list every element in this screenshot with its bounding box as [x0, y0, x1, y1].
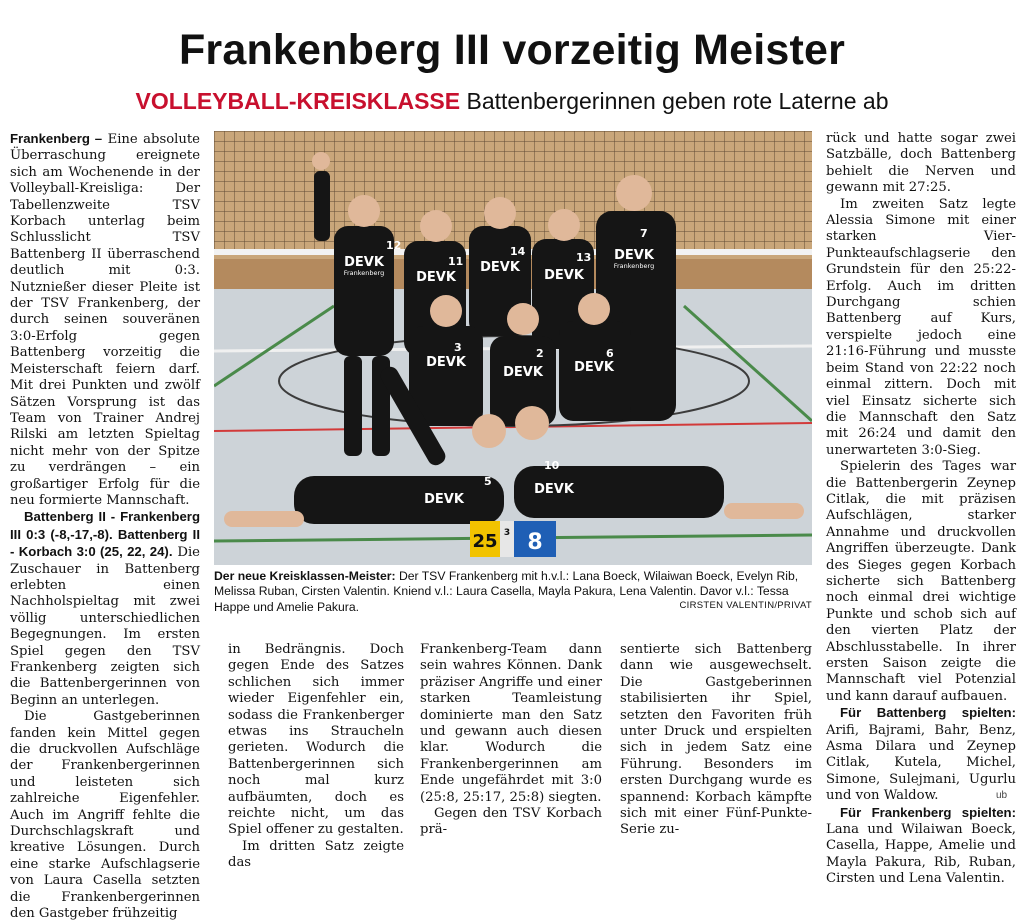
headline: Frankenberg III vorzeitig Meister: [178, 26, 846, 74]
paragraph: Die Zuschauer in Battenberg erlebten einen Nachholspieltag mit zwei völlig unterschiedlichen Begegnungen. Im ersten Spiel gegen den TSV Frankenberg zeigten sich die Battenbergerinnen von Beginn an unterlegen.: [10, 545, 200, 708]
paragraph: Im zweiten Satz legte Alessia Simone mit einer starken Vier-Punkteaufschlagserie den Grundstein für den 25:22-Erfolg. Auch im dritten Durchgang schien Battenberg auf Kurs, verspielte jedoch eine 21:16-Führung und musste beim Stand von 22:22 noch einmal zittern. Doch mit viel Einsatz sicherte sich die Mannschaft den Satz mit 26:24 und damit den unerwarteten 3:0-Sieg.: [826, 196, 1016, 458]
jersey-number: 10: [544, 459, 560, 472]
jersey-number: 13: [576, 251, 592, 264]
author-signature: ub: [996, 790, 1008, 801]
jersey-label: DEVK: [424, 492, 464, 507]
paragraph: in Bedrängnis. Doch gegen Ende des Satzes schlichen sich immer wieder Eigenfehler ein, sodass die Frankenberger etwas ins Straucheln gerieten. Wodurch die Battenbergerinnen sich noch mal kurz aufbäumten, doch es reichte nicht, um das Spiel offener zu gestalten.: [228, 642, 404, 838]
jersey-label: DEVK: [574, 360, 614, 375]
lineup-heading: Für Frankenberg spielten:: [840, 804, 1016, 820]
score-right: 8: [527, 530, 543, 555]
paragraph: Gegen den TSV Korbach prä-: [420, 806, 602, 838]
paragraph: Eine absolute Überraschung ereignete sich am Wochenende in der Volleyball-Kreisliga: Der Tabellenzweite TSV Korbach unterlag beim Schlusslicht TSV Battenberg II überraschend deutlich mit 0:3. Nutznießer dieser Pleite ist der TSV Frankenberg, der durch seinen souveränen 3:0-Erfolg gegen Battenberg vorzeitig die Meisterschaft feiern darf. Mit drei Punkten und zwölf Sätzen Vorsprung ist das Team von Trainer Andrej Rilski am letzten Spieltag nicht mehr von der Spitze zu verdrängen – ein großartiger Erfolg für die neu formierte Mannschaft.: [10, 132, 200, 508]
article-column-3: [420, 642, 602, 839]
team-photo-illustration: [214, 131, 812, 565]
jersey-label: DEVK: [480, 260, 520, 275]
jersey-label: DEVK: [503, 365, 543, 380]
jersey-number: 14: [510, 245, 526, 258]
article-column-2: [228, 642, 404, 872]
jersey-number: 3: [454, 341, 462, 354]
paragraph: Im dritten Satz zeigte das: [228, 838, 404, 871]
subline: [0, 88, 1024, 115]
jersey-label: DEVK: [416, 270, 456, 285]
score-left: 25: [472, 531, 498, 552]
paragraph: sentierte sich Battenberg dann wie ausgewechselt. Die Gastgeberinnen stabilisierten ihr Spiel, setzten den Favoriten früh unter Druck und erspielten sich in jedem Satz eine Führung. Besonders im ersten Durchgang wurde es spannend: Korbach kämpfte sich mit einer Fünf-Punkte-Serie zu-: [620, 642, 812, 838]
paragraph: rück und hatte sogar zwei Satzbälle, doch Battenberg behielt die Nerven und gewann mit 27:25.: [826, 131, 1016, 196]
jersey-label: DEVK: [614, 248, 654, 263]
dateline: Frankenberg –: [10, 131, 103, 146]
caption-lead: Der neue Kreisklassen-Meister:: [214, 569, 396, 583]
jersey-number: 2: [536, 347, 544, 360]
lineup-text: Lana und Wilaiwan Boeck, Casella, Happe, Amelie und Mayla Pakura, Rib, Ruban, Cirsten und Lena Valentin.: [826, 822, 1016, 887]
results-lead: Battenberg II - Frankenberg III 0:3 (-8,-17,-8). Battenberg II - Korbach 3:0 (25, 22, 24).: [10, 509, 200, 560]
jersey-sub: Frankenberg: [343, 269, 385, 277]
subline-kicker: VOLLEYBALL-KREISKLASSE: [135, 88, 461, 114]
team-photo: [214, 131, 812, 565]
paragraph: Die Gastgeberinnen fanden kein Mittel gegen die druckvollen Aufschläge der Frankenbergerinnen und leisteten sich zahlreiche Eigenfehler. Auch im Angriff fehlte die Durchschlagskraft und kreative Lösungen. Durch eine starke Aufschlagserie von Laura Casella setzten die Frankenbergerinnen den Gastgeber frühzeitig: [10, 709, 200, 922]
jersey-label: DEVK: [344, 255, 384, 270]
jersey-label: DEVK: [544, 268, 584, 283]
article-column-5: [826, 131, 1016, 888]
paragraph: Frankenberg-Team dann sein wahres Können. Dank präziser Angriffe und einer starken Teamleistung dominierte man den Satz und gewann auch diesen klar. Wodurch die Frankenbergerinnen am Ende ungefährdet mit 3:0 (25:8, 25:17, 25:8) siegten.: [420, 642, 602, 805]
article-column-4: [620, 642, 812, 839]
paragraph: Spielerin des Tages war die Battenbergerin Zeynep Citlak, die mit präzisen Aufschlägen, starker Annahme und druckvollen Angriffen überzeugte. Dank des Sieges gegen Korbach sicherte sich Battenberg noch einmal drei wichtige Punkte und schob sich auf den vierten Platz der Abschlusstabelle. In ihrer ersten Saison zeigte die Mannschaft viel Potenzial und kann darauf aufbauen.: [826, 459, 1016, 704]
jersey-label: DEVK: [534, 482, 574, 497]
score-mid: 3: [503, 528, 511, 538]
photo-credit: CIRSTEN VALENTIN/PRIVAT: [679, 600, 812, 611]
jersey-number: 11: [448, 255, 464, 268]
article-column-1: [10, 131, 200, 923]
caption-text: Der TSV Frankenberg mit h.v.l.: Lana Boeck, Wilaiwan Boeck, Evelyn Rib, Melissa Ruban, Cirsten Valentin. Kniend v.l.: Laura Casella, Mayla Pakura, Lena Valentin. Davor v.l.: Tessa Happe und Amelie Pakura.: [214, 569, 799, 614]
jersey-number: 5: [484, 475, 492, 488]
jersey-number: 12: [386, 239, 402, 252]
subline-text: Battenbergerinnen geben rote Laterne ab: [466, 88, 889, 114]
jersey-sub: Frankenberg: [613, 262, 655, 270]
jersey-label: DEVK: [426, 355, 466, 370]
jersey-number: 7: [640, 227, 648, 240]
lineup-text: Arifi, Bajrami, Bahr, Benz, Asma Dilara und Zeynep Citlak, Kutela, Michel, Simone, Sulejmani, Ugurlu und von Waldow.: [826, 722, 1016, 804]
jersey-number: 6: [606, 347, 614, 360]
lineup-heading: Für Battenberg spielten:: [840, 705, 1016, 721]
scoreboard: [470, 521, 556, 557]
